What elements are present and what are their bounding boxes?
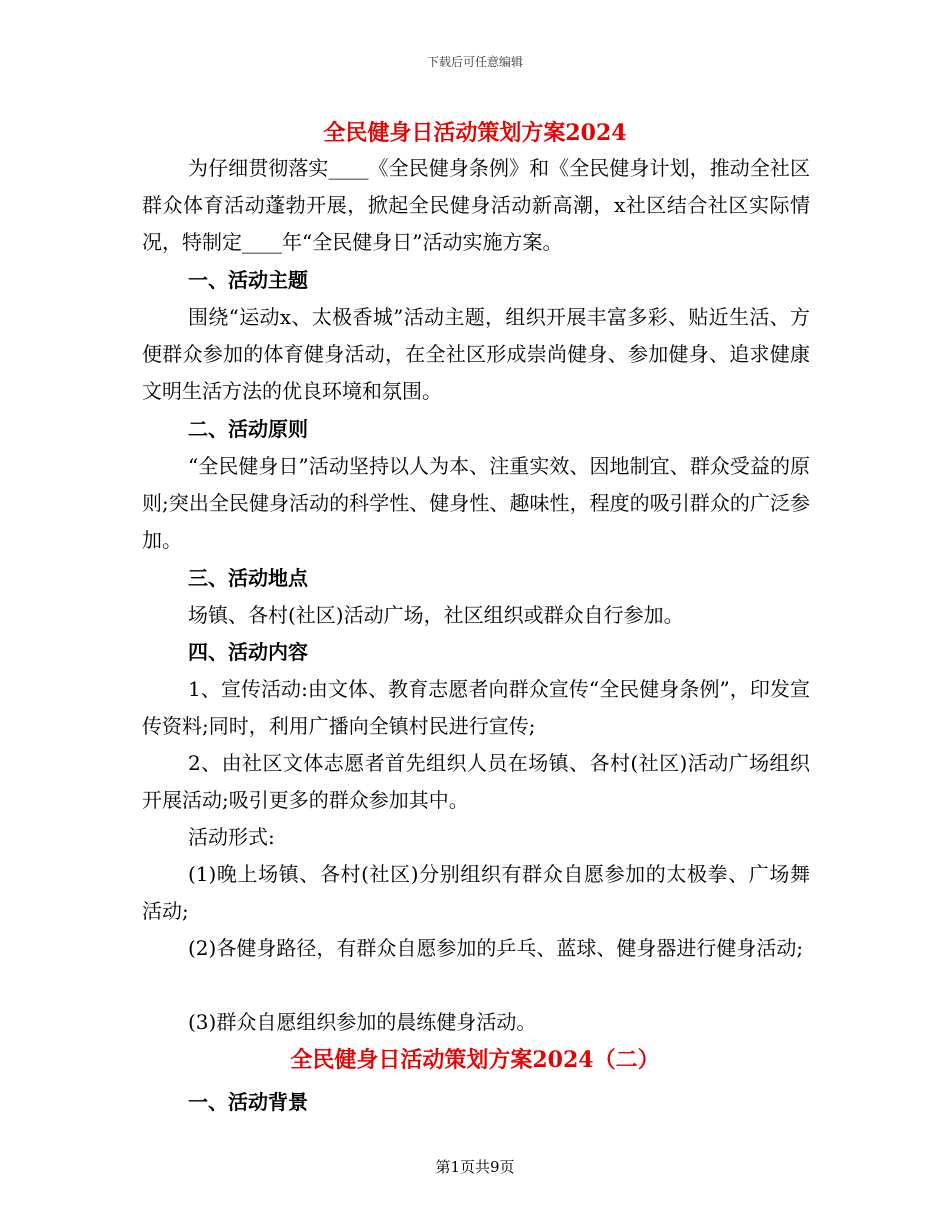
activity-form-item-2: (2)各健身路径，有群众自愿参加的乒乓、蓝球、健身器进行健身活动;: [188, 936, 804, 960]
section-heading-content: 四、活动内容: [188, 640, 308, 664]
section-body-location: 场镇、各村(社区)活动广场，社区组织或群众自行参加。: [188, 603, 684, 627]
content-item-2: 2、由社区文体志愿者首先组织人员在场镇、各村(社区)活动广场组织开展活动;吸引更多的群众参加其中。: [142, 751, 810, 812]
section-body-theme: 围绕“运动x、太极香城”活动主题，组织开展丰富多彩、贴近生活、方便群众参加的体育健身活动，在全社区形成崇尚健身、参加健身、追求健康文明生活方法的优良环境和氛围。: [142, 305, 810, 403]
document-title-2: 全民健身日活动策划方案2024（二）: [290, 1047, 660, 1073]
section-body-principle: “全民健身日”活动坚持以人为本、注重实效、因地制宜、群众受益的原则;突出全民健身活动的科学性、健身性、趣味性，程度的吸引群众的广泛参加。: [142, 454, 810, 552]
section-heading-background: 一、活动背景: [188, 1090, 308, 1114]
section-heading-theme: 一、活动主题: [188, 268, 308, 292]
page-number: 第1页共9页: [435, 1158, 515, 1176]
section-heading-principle: 二、活动原则: [188, 417, 308, 441]
content-item-1: 1、宣传活动:由文体、教育志愿者向群众宣传“全民健身条例”，印发宣传资料;同时，利用广播向全镇村民进行宣传;: [142, 677, 810, 738]
activity-form-item-3: (3)群众自愿组织参加的晨练健身活动。: [188, 1010, 537, 1034]
activity-form-label: 活动形式:: [188, 825, 275, 849]
intro-paragraph: 为仔细贯彻落实____《全民健身条例》和《全民健身计划，推动全社区群众体育活动蓬勃开展，掀起全民健身活动新高潮，x社区结合社区实际情况，特制定____年“全民健身日”活动实施方案。: [142, 156, 810, 254]
document-title: 全民健身日活动策划方案2024: [323, 120, 627, 146]
activity-form-item-1: (1)晚上场镇、各村(社区)分别组织有群众自愿参加的太极拳、广场舞活动;: [142, 862, 810, 923]
section-heading-location: 三、活动地点: [188, 566, 308, 590]
header-note: 下载后可任意编辑: [426, 55, 523, 69]
